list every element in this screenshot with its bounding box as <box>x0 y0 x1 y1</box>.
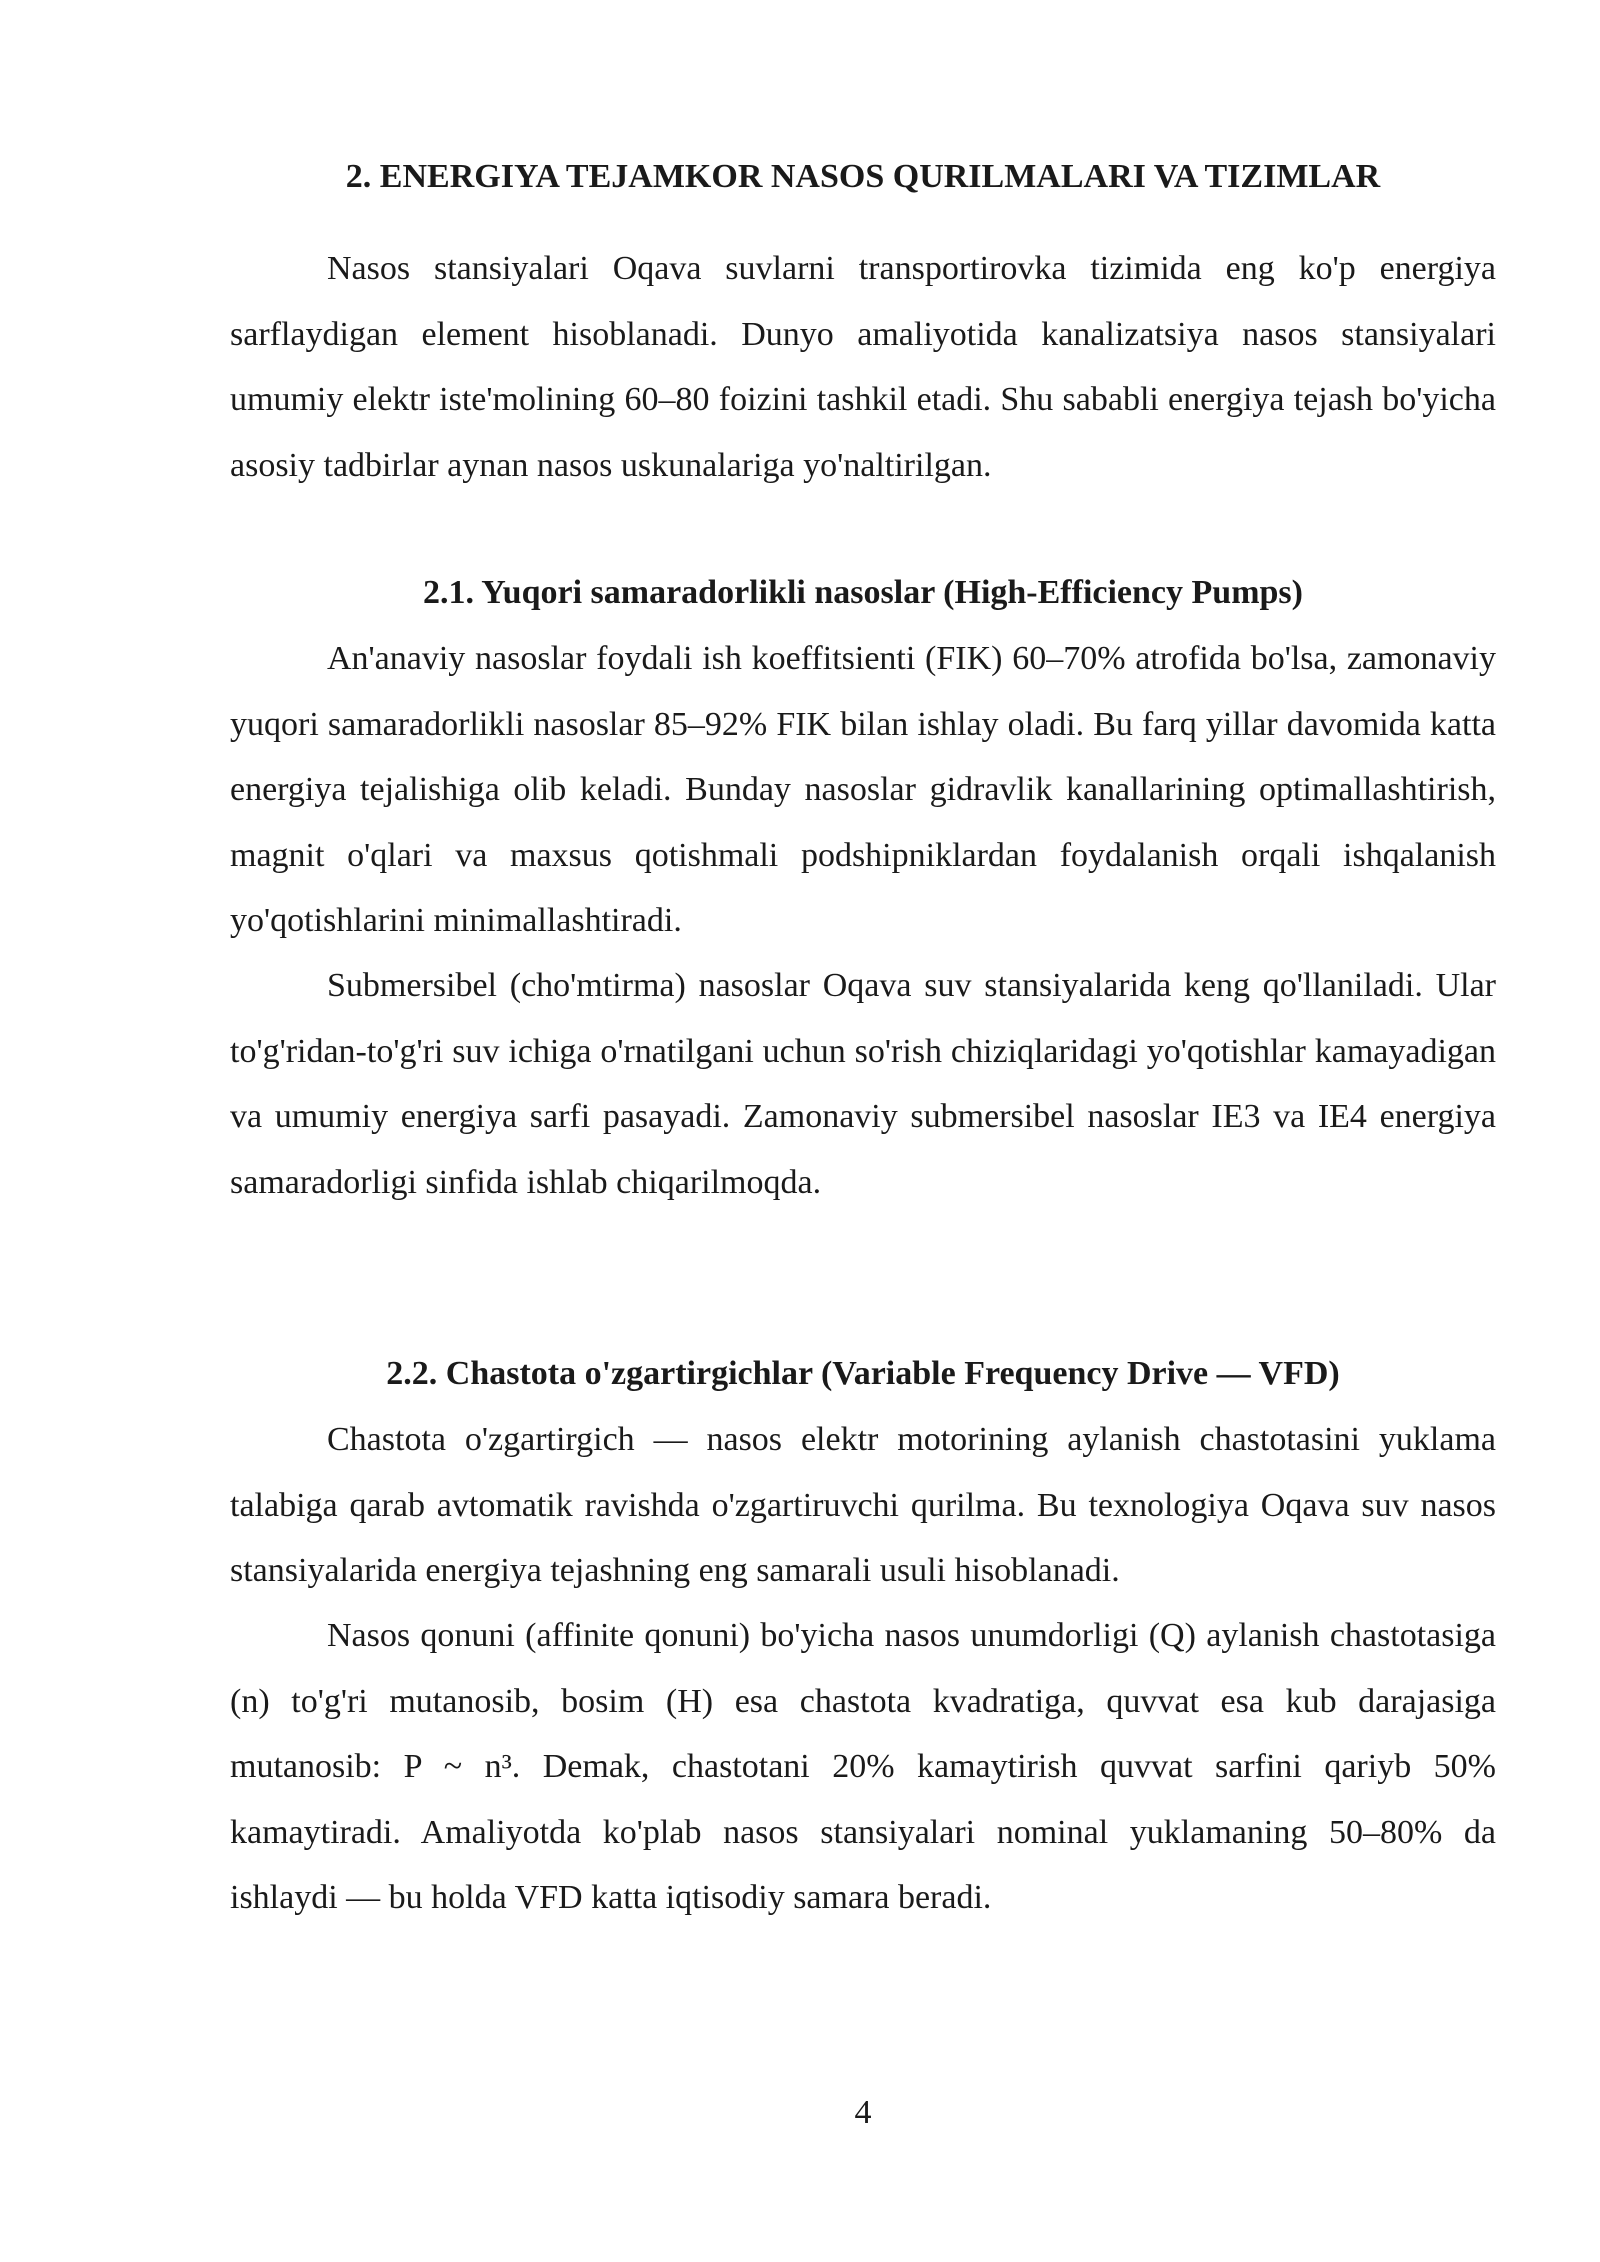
page-number: 4 <box>854 2094 872 2131</box>
section-heading-2-1: 2.1. Yuqori samaradorlikli nasoslar (High-Efficiency Pumps) <box>423 574 1303 611</box>
intro-paragraph: Nasos stansiyalari Oqava suvlarni transportirovka tizimida eng ko'p energiya sarflaydigan element hisoblanadi. Dunyo amaliyotida kanalizatsiya nasos stansiyalari umumiy elektr iste'molining 60–80 foizini tashkil etadi. Shu sababli energiya tejash bo'yicha asosiy tadbirlar aynan nasos uskunalariga yo'naltirilgan. <box>230 250 1496 484</box>
document-page <box>230 0 1496 2262</box>
section-2-1-paragraph-1: An'anaviy nasoslar foydali ish koeffitsienti (FIK) 60–70% atrofida bo'lsa, zamonaviy yuqori samaradorlikli nasoslar 85–92% FIK bilan ishlay oladi. Bu farq yillar davomida katta energiya tejalishiga olib keladi. Bunday nasoslar gidravlik kanallarining optimallashtirish, magnit o'qlari va maxsus qotishmali podshipniklardan foydalanish orqali ishqalanish yo'qotishlarini minimallashtiradi. <box>230 640 1496 939</box>
section-heading-2-2: 2.2. Chastota o'zgartirgichlar (Variable Frequency Drive — VFD) <box>386 1355 1340 1392</box>
section-2-1-paragraph-2: Submersibel (cho'mtirma) nasoslar Oqava suv stansiyalarida keng qo'llaniladi. Ular to'g'ridan-to'g'ri suv ichiga o'rnatilgani uchun so'rish chiziqlaridagi yo'qotishlar kamayadigan va umumiy energiya sarfi pasayadi. Zamonaviy submersibel nasoslar IE3 va IE4 energiya samaradorligi sinfida ishlab chiqarilmoqda. <box>230 967 1496 1201</box>
section-2-2-paragraph-2: Nasos qonuni (affinite qonuni) bo'yicha nasos unumdorligi (Q) aylanish chastotasiga (n) to'g'ri mutanosib, bosim (H) esa chastota kvadratiga, quvvat esa kub darajasiga mutanosib: P ~ n³. Demak, chastotani 20% kamaytirish quvvat sarfini qariyb 50% kamaytiradi. Amaliyotda ko'plab nasos stansiyalari nominal yuklamaning 50–80% da ishlaydi — bu holda VFD katta iqtisodiy samara beradi. <box>230 1617 1496 1916</box>
chapter-title: 2. ENERGIYA TEJAMKOR NASOS QURILMALARI VA TIZIMLAR <box>345 158 1381 195</box>
section-2-2-paragraph-1: Chastota o'zgartirgich — nasos elektr motorining aylanish chastotasini yuklama talabiga qarab avtomatik ravishda o'zgartiruvchi qurilma. Bu texnologiya Oqava suv nasos stansiyalarida energiya tejashning eng samarali usuli hisoblanadi. <box>230 1421 1496 1589</box>
